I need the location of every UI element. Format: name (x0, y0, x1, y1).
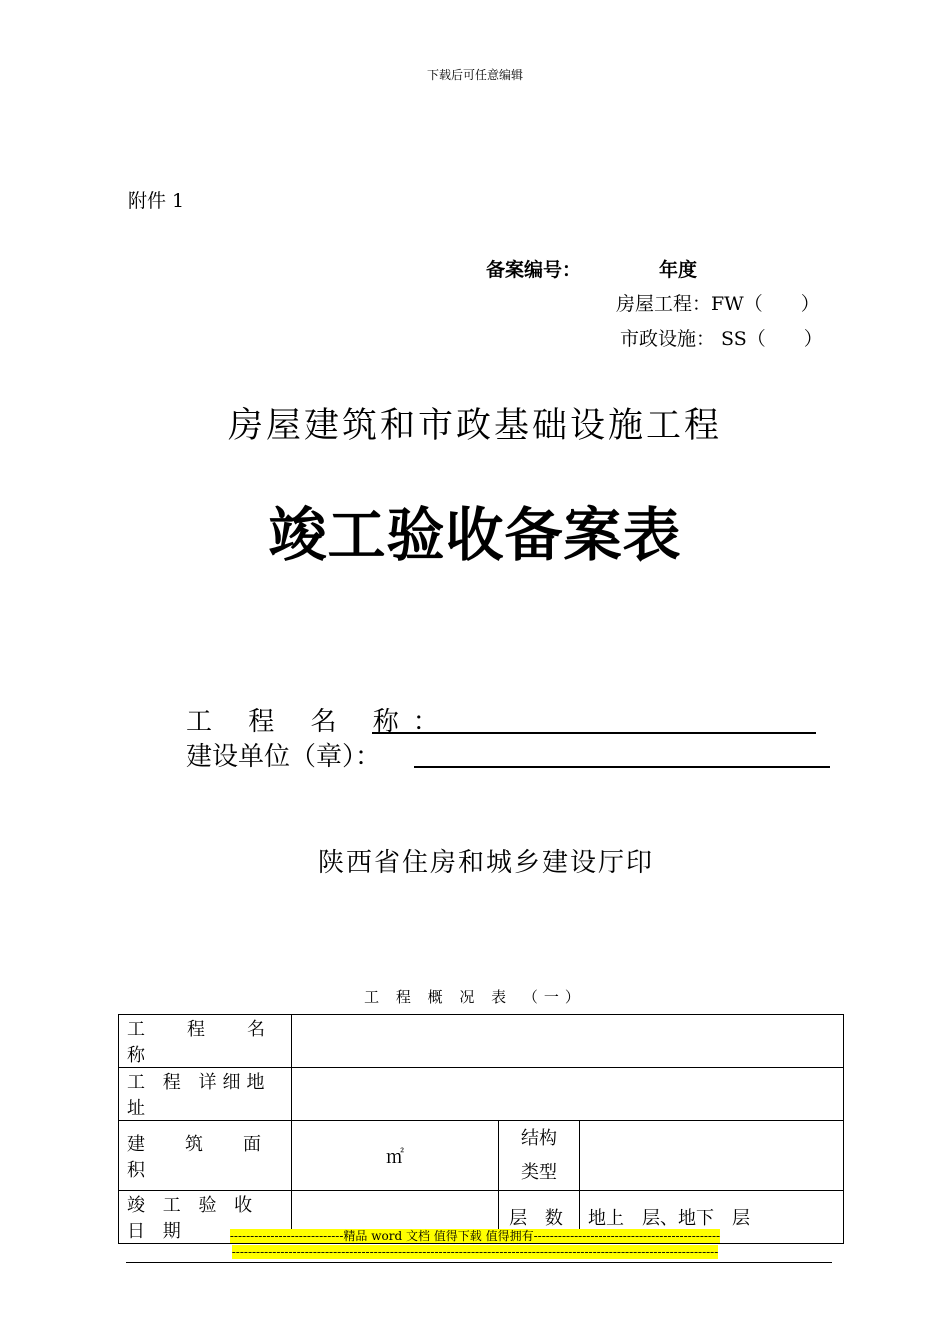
overview-table-caption: 工 程 概 况 表 （一） (364, 988, 586, 1006)
footer-rule (126, 1262, 832, 1263)
project-name-colon: ： (412, 707, 439, 737)
address-cell-value[interactable] (292, 1068, 844, 1121)
project-name-cell-label: 工 程 名 称 (119, 1015, 292, 1068)
area-cell-value[interactable] (292, 1121, 499, 1191)
floors-value[interactable]: 地上 层、地下 层 (580, 1191, 844, 1244)
housing-code-line: 房屋工程：FW（ ） (616, 293, 820, 315)
footer-banner (0, 1228, 950, 1260)
completion-date-label: 竣 工 验 收 日 期 (119, 1191, 292, 1244)
project-name-cell-value[interactable] (292, 1015, 844, 1068)
document-title-line2: 竣工验收备案表 (268, 501, 682, 569)
attachment-label: 附件 1 (128, 190, 185, 212)
builder-label: 建设单位（章）： (186, 742, 382, 772)
floors-label: 层 数 (499, 1191, 580, 1244)
area-unit: ㎡ (386, 1146, 404, 1168)
filing-number-row (486, 255, 697, 282)
project-name-label: 工 程 名 称 (186, 707, 413, 737)
structure-type-label: 结构 类型 (499, 1121, 580, 1191)
filing-year-label: 年度 (659, 259, 698, 281)
builder-underline[interactable] (414, 766, 830, 768)
filing-number-label: 备案编号： (486, 259, 582, 281)
footer-banner-line2: ------------------------------------------------------------------------------------------------------------------------ (231, 1245, 719, 1259)
table-row (119, 1068, 844, 1121)
header-note: 下载后可任意编辑 (426, 68, 523, 82)
document-title-line1: 房屋建筑和市政基础设施工程 (227, 406, 722, 446)
table-row (119, 1121, 844, 1191)
overview-table (118, 1014, 844, 1244)
structure-type-value[interactable] (580, 1121, 844, 1191)
address-cell-label: 工 程 详细地址 (119, 1068, 292, 1121)
builder-field (186, 736, 381, 773)
area-cell-label: 建 筑 面 积 (119, 1121, 292, 1191)
project-name-underline[interactable] (372, 732, 816, 734)
table-row (119, 1015, 844, 1068)
printer-note: 陕西省住房和城乡建设厅印 (317, 848, 654, 878)
footer-banner-line1: ----------------------------精品 word 文档 值得下载 值得拥有---------------------------------------------- (229, 1229, 721, 1243)
municipal-code-line: 市政设施： SS（ ） (620, 328, 823, 350)
